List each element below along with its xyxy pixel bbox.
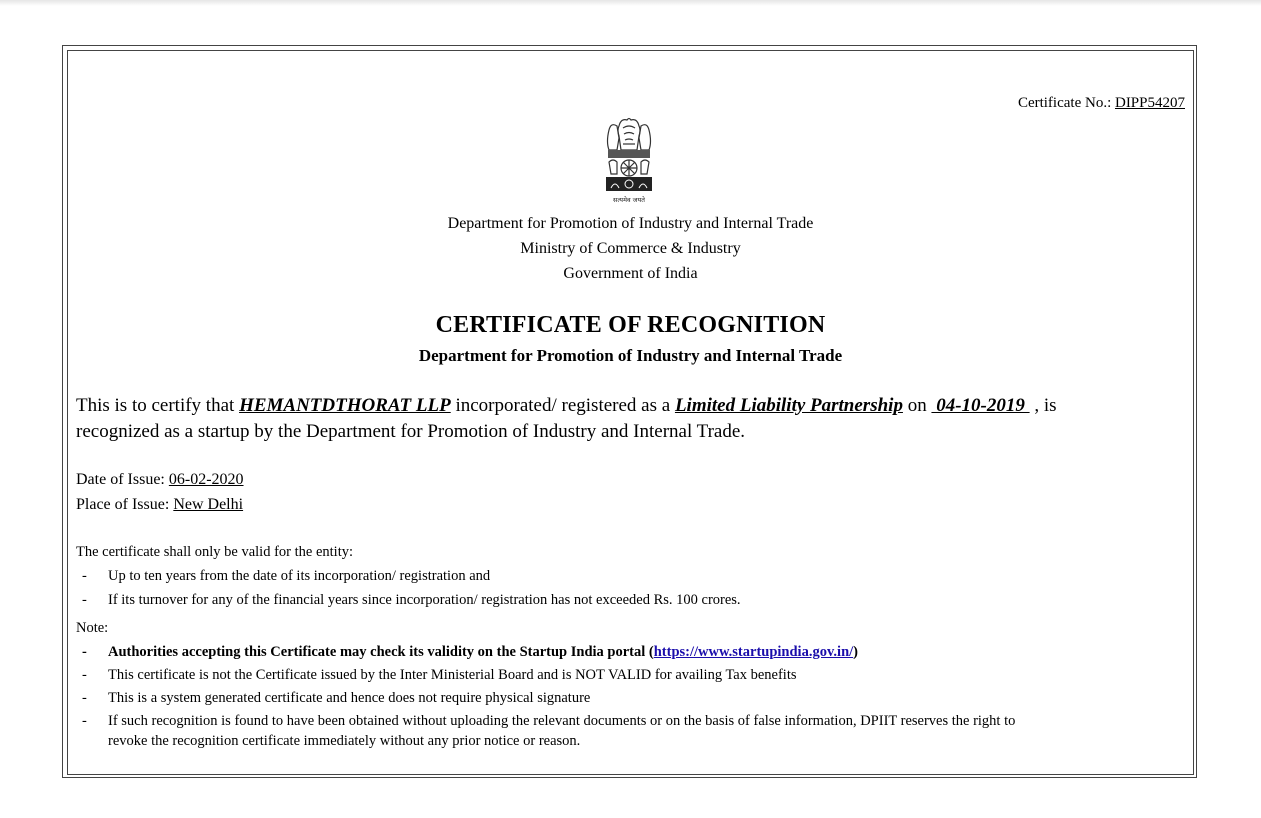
certificate-subtitle: Department for Promotion of Industry and Internal Trade — [418, 346, 843, 365]
date-of-issue: Date of Issue: 06-02-2020 — [76, 471, 244, 488]
note-item-tax: - This certificate is not the Certificate issued by the Inter Ministerial Board and is NOT VALID for availing Tax benefits — [82, 667, 797, 683]
validity-intro: The certificate shall only be valid for the entity: — [76, 544, 354, 560]
issue-place-value: New Delhi — [173, 496, 244, 513]
issuer-ministry: Ministry of Commerce & Industry — [520, 240, 741, 257]
note-label: Note: — [76, 620, 109, 636]
viewer-top-shade — [0, 0, 1261, 6]
issuer-department: Department for Promotion of Industry and Internal Trade — [447, 215, 814, 232]
startup-india-link[interactable]: https://www.startupindia.gov.in/ — [653, 644, 854, 660]
certify-statement-line1: This is to certify that HEMANTDTHORAT LLP incorporated/ registered as a Limited Liability Partnership on 04-10-2019 , is — [76, 395, 1057, 416]
certify-statement-line2: recognized as a startup by the Department for Promotion of Industry and Internal Trade. — [76, 421, 746, 442]
note-item-revoke-continued: revoke the recognition certificate immediately without any prior notice or reason. — [108, 733, 581, 749]
national-emblem-icon — [603, 116, 655, 204]
certificate-number: Certificate No.: DIPP54207 — [1017, 95, 1185, 111]
issuer-government: Government of India — [563, 265, 698, 282]
certificate-title: CERTIFICATE OF RECOGNITION — [435, 312, 826, 338]
note-item-signature: - This is a system generated certificate and hence does not require physical signature — [82, 690, 591, 706]
place-of-issue: Place of Issue: New Delhi — [76, 496, 244, 513]
note-item-revoke: - If such recognition is found to have been obtained without uploading the relevant documents or on the basis of false information, DPIIT reserves the right to — [82, 713, 1016, 729]
entity-type: Limited Liability Partnership — [674, 395, 903, 416]
note-item-portal: - Authorities accepting this Certificate may check its validity on the Startup India portal (https://www.startupindia.gov.in/) — [82, 644, 859, 660]
entity-name: HEMANTDTHORAT LLP — [239, 395, 451, 416]
incorporation-date: 04-10-2019 — [931, 395, 1030, 416]
certificate-number-value: DIPP54207 — [1114, 95, 1185, 111]
validity-item: - If its turnover for any of the financial years since incorporation/ registration has not exceeded Rs. 100 crores. — [82, 592, 741, 608]
emblem-motto: सत्यमेव जयते — [613, 196, 645, 204]
issue-date-value: 06-02-2020 — [168, 471, 244, 488]
validity-item: - Up to ten years from the date of its incorporation/ registration and — [82, 568, 491, 584]
